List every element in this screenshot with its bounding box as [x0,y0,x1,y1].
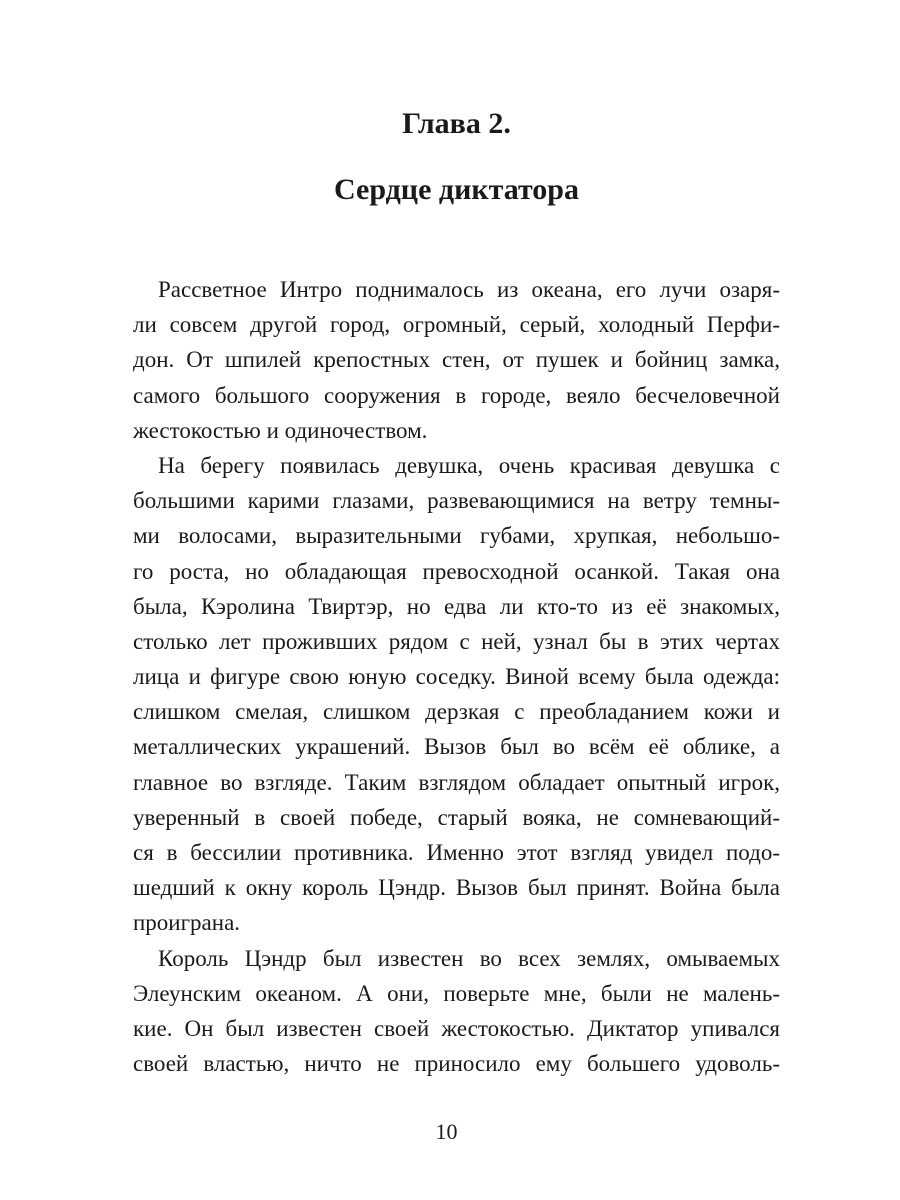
text-line: была, Кэролина Твиртэр, но едва ли кто-то из её знакомых, [133,593,780,619]
text-line: своей властью, ничто не приносило ему большего удоволь- [133,1051,780,1077]
text-line: Рассветное Интро поднималось из океана, его лучи озаря- [158,277,780,302]
text-line: жестокостью и одиночеством. [133,417,428,443]
text-line: Элеунским океаном. А они, поверьте мне, были не малень- [133,980,780,1006]
paragraph [133,272,780,448]
text-line: проиграна. [133,910,241,936]
text-line: столько лет проживших рядом с ней, узнал бы в этих чертах [133,628,780,654]
text-line: шедший к окну король Цэндр. Вызов был принят. Война была [133,875,780,901]
text-line: ми волосами, выразительными губами, хрупкая, небольшо- [133,523,780,549]
text-line: самого большого сооружения в городе, веяло бесчеловечной [133,382,780,408]
text-line: большими карими глазами, развевающимися на ветру темны- [133,488,780,514]
text-line: металлических украшений. Вызов был во всём её облике, а [133,734,780,760]
text-line: главное во взгляде. Таким взглядом обладает опытный игрок, [133,769,780,795]
chapter-number: Глава 2. [402,107,511,140]
paragraph [133,448,780,941]
text-line: ли совсем другой город, огромный, серый, холодный Перфи- [133,312,780,338]
text-line: На берегу появилась девушка, очень красивая девушка с [158,452,780,478]
text-line: ся в бессилии противника. Именно этот взгляд увидел подо- [133,840,780,865]
text-line: Король Цэндр был известен во всех землях, омываемых [158,945,780,971]
chapter-title: Сердце диктатора [333,173,579,206]
text-line: го роста, но обладающая превосходной осанкой. Такая она [133,558,780,584]
chapter-body-text [133,272,780,1081]
text-line: дон. От шпилей крепостных стен, от пушек и бойниц замка, [133,347,780,373]
text-line: слишком смелая, слишком дерзкая с преобладанием кожи и [133,699,780,725]
text-line: лица и фигуре свою юную соседку. Виной всему была одежда: [133,664,780,690]
text-line: кие. Он был известен своей жестокостью. Диктатор упивался [133,1015,780,1041]
page-number: 10 [435,1119,458,1144]
text-line: уверенный в своей победе, старый вояка, не сомневающий- [133,804,780,830]
paragraph [133,941,780,1082]
